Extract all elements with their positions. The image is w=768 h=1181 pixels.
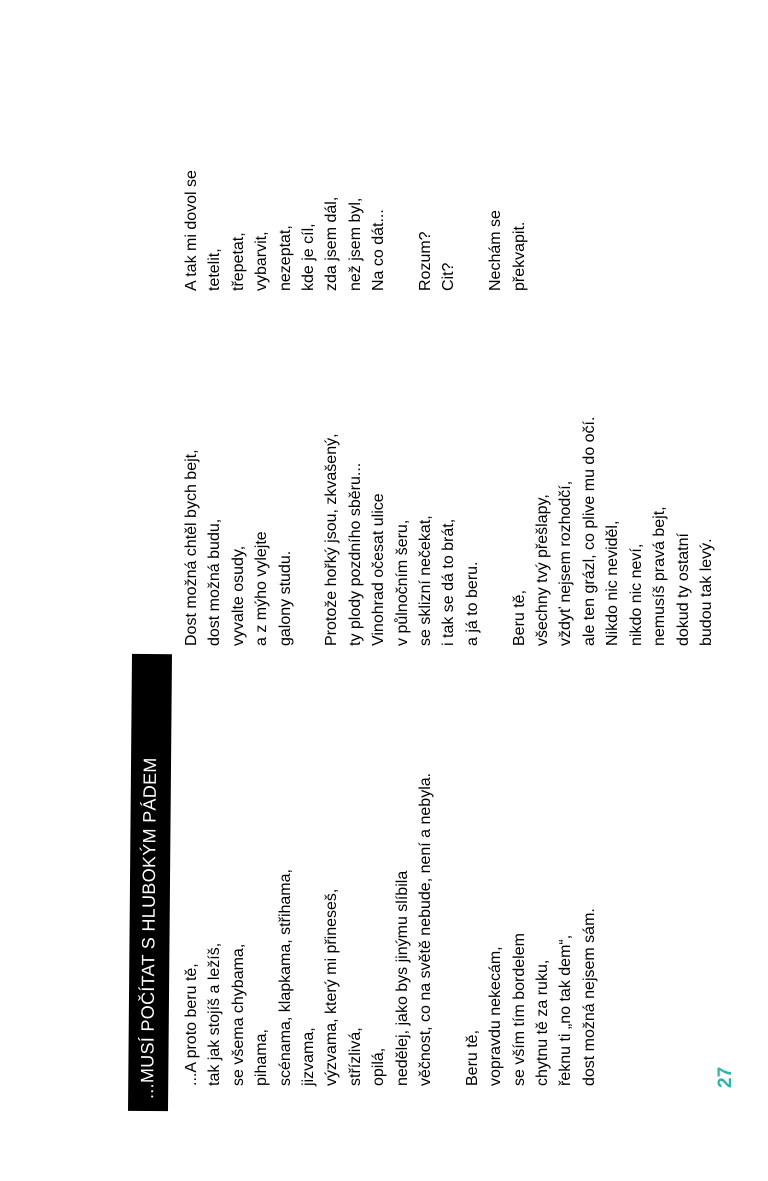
poem-line: dost možná budu,: [206, 518, 224, 646]
stanza-gap: [461, 170, 484, 291]
poem-line: překvapit.: [510, 221, 528, 291]
poem-line: Vinohrad očesat ulice: [370, 493, 388, 646]
poem-line: Nechám se: [487, 210, 505, 291]
poem-line: výzvama, který mi přineseš,: [323, 888, 341, 1086]
poem-line: a z mýho vylejte: [253, 531, 271, 646]
poem-line: A tak mi dovol se: [183, 170, 200, 291]
poem-line: kde je cíl,: [300, 223, 318, 291]
poem-line: Nikdo nic neviděl,: [604, 520, 622, 646]
poem-line: dokud ty ostatní: [674, 533, 692, 646]
poem-line: chytnu tě za ruku,: [534, 959, 552, 1086]
poem-line: ty plody pozdního sběru...: [346, 462, 364, 646]
poem-line: Dost možná chtěl bych bejt,: [183, 449, 200, 646]
poem-line: i tak se dá to brát,: [440, 518, 458, 646]
poem-line: se všema chybama,: [229, 943, 247, 1086]
page-title: ...MUSÍ POČÍTAT S HLUBOKÝM PÁDEM: [137, 757, 161, 1100]
poem-line: třepetat,: [229, 232, 247, 291]
poem-line: a já to beru.: [463, 561, 481, 646]
poem-line: Na co dát...: [370, 209, 388, 291]
poem-line: než jsem byl,: [346, 197, 364, 291]
poem-line: nemusíš pravá bejt,: [651, 506, 669, 646]
poem-line: ale ten grázl, co plive mu do očí.: [580, 416, 598, 646]
poem-line: řeknu ti „no tak dem“,: [557, 934, 575, 1086]
poem-line: v půlnočním šeru,: [393, 519, 411, 646]
poem-line: nezeptat,: [276, 225, 294, 291]
title-banner: [128, 654, 172, 1111]
poem-line: pihama,: [253, 1029, 271, 1086]
poem-line: věčnost, co na světě nebude, není a nebyla.: [417, 772, 435, 1086]
poem-line: vopravdu nekecám,: [487, 946, 505, 1086]
poem-line: tak jak stojíš a ležíš,: [206, 942, 224, 1086]
poem-line: vybarvit,: [253, 231, 271, 291]
page-number: 27: [715, 1066, 736, 1088]
poem-line: střízlivá,: [346, 1027, 364, 1086]
poem-line: budou tak levý.: [697, 538, 715, 646]
poem-line: Beru tě,: [463, 1029, 481, 1086]
poem-line: se vším tím bordelem: [510, 933, 528, 1086]
poem-line: jizvama,: [300, 1027, 318, 1086]
poem-line: galony studu.: [276, 550, 294, 646]
poem-line: vždyť nejsem rozhodčí,: [557, 480, 575, 646]
poem-line: Protože hořký jsou, zkvašený,: [323, 433, 341, 646]
poem-line: scénama, klapkama, střihama,: [276, 869, 294, 1086]
poem-column-2: [180, 417, 718, 646]
stanza-gap: [391, 170, 414, 291]
poem-line: opilá,: [370, 1047, 388, 1086]
stanza-gap: [484, 417, 507, 646]
poem-column-3: [180, 170, 531, 291]
stanza-gap: [297, 417, 320, 646]
poem-line: Cit?: [440, 262, 458, 291]
stanza-gap: [437, 773, 460, 1086]
poem-line: nedělej, jako bys jinýmu slíbila: [393, 870, 411, 1086]
poem-line: zda jsem dál,: [323, 196, 341, 291]
poem-line: dost možná nejsem sám.: [580, 908, 598, 1086]
poem-line: tetelit,: [206, 248, 224, 291]
poem-line: se sklizní nečekat,: [417, 515, 435, 646]
poem-line: nikdo nic neví,: [627, 543, 645, 646]
poem-line: všechny tvý přešlapy,: [534, 494, 552, 646]
poem-line: vyvalte osudy,: [229, 545, 247, 646]
poem-line: Beru tě,: [510, 589, 528, 646]
poem-column-1: [180, 773, 601, 1086]
poem-line: ...A proto beru tě,: [183, 963, 200, 1086]
poem-line: Rozum?: [417, 231, 435, 291]
